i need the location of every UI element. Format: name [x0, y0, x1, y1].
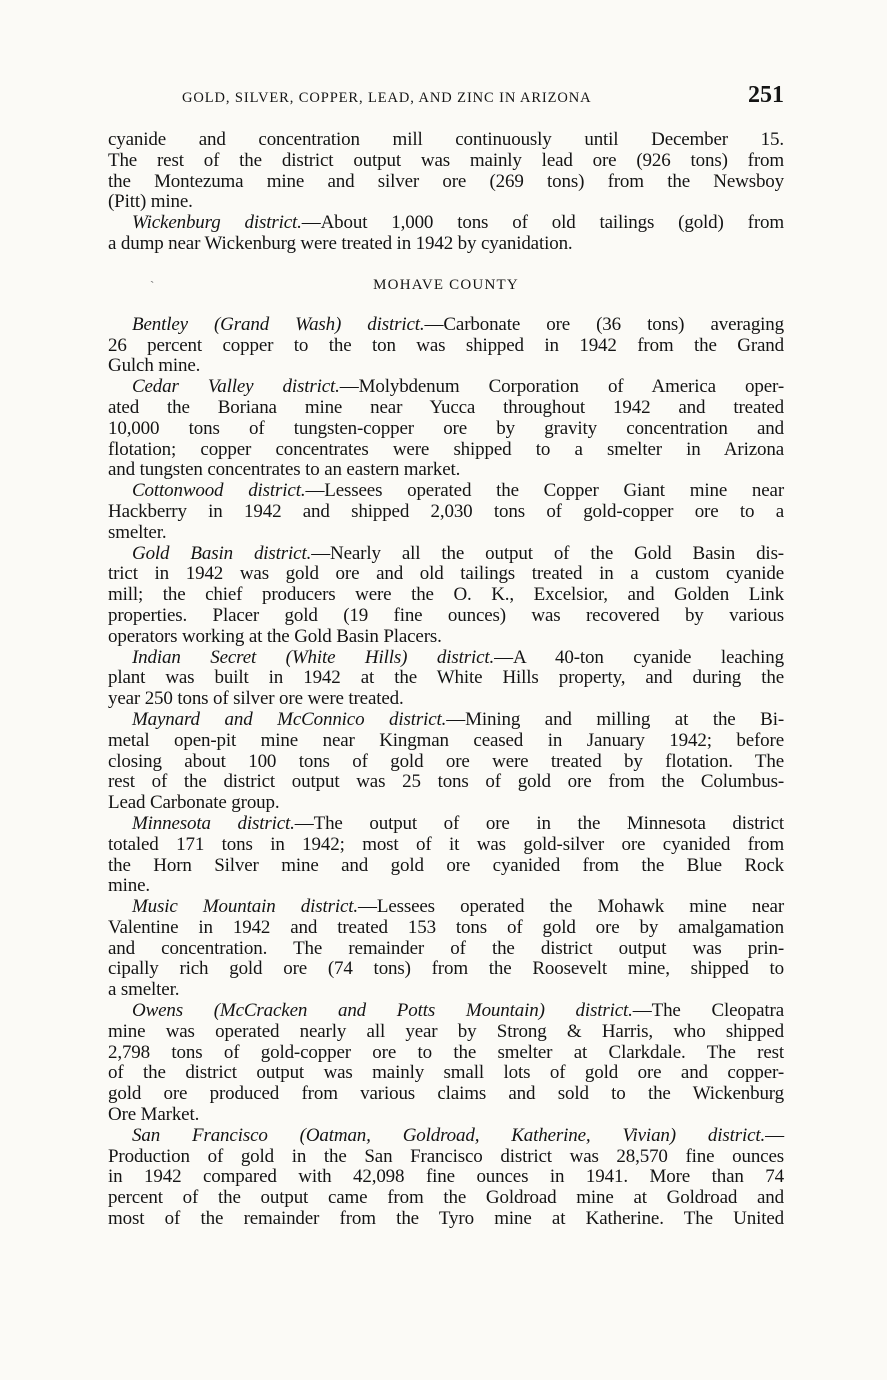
text-line: totaled 171 tons in 1942; most of it was gold-silver ore cyanided from: [108, 833, 784, 855]
text-line: cipally rich gold ore (74 tons) from the Roosevelt mine, shipped to: [108, 958, 784, 980]
text-line: Valentine in 1942 and treated 153 tons of gold ore by amalgamation: [108, 916, 784, 938]
district-name: Maynard and McConnico district.: [132, 708, 447, 730]
district-name: Owens (McCracken and Potts Mountain) district.: [132, 1000, 633, 1022]
text-run: —The Cleopatra: [632, 1000, 785, 1022]
district-name: Cottonwood district.: [132, 480, 306, 502]
text-line: flotation; copper concentrates were shipped to a smelter in Arizona: [108, 438, 784, 460]
text-line: Gulch mine.: [108, 355, 201, 377]
running-head: GOLD, SILVER, COPPER, LEAD, AND ZINC IN ARIZONA: [182, 90, 592, 106]
text-line: gold ore produced from various claims and sold to the Wickenburg: [108, 1083, 784, 1105]
text-line: percent of the output came from the Goldroad mine at Goldroad and: [108, 1187, 784, 1209]
text-line: a smelter.: [108, 979, 180, 1001]
text-line: in 1942 compared with 42,098 fine ounces in 1941. More than 74: [108, 1166, 784, 1188]
text-run: —Mining and milling at the Bi-: [446, 708, 785, 730]
paragraph-start: [108, 648, 784, 669]
text-run: —A 40-ton cyanide leaching: [494, 646, 784, 668]
text-line: the Horn Silver mine and gold ore cyanided from the Blue Rock: [108, 854, 784, 876]
text-run: —Molybdenum Corporation of America oper-: [339, 376, 784, 398]
district-name: Bentley (Grand Wash) district.: [132, 313, 425, 335]
text-line: operators working at the Gold Basin Placers.: [108, 625, 442, 647]
text-line: closing about 100 tons of gold ore were treated by flotation. The: [108, 750, 784, 772]
district-name: Music Mountain district.: [132, 896, 359, 918]
paragraph-start: [108, 481, 784, 502]
paragraph-start: [108, 377, 784, 398]
text-line: Ore Market.: [108, 1104, 200, 1126]
text-line: trict in 1942 was gold ore and old tailings treated in a custom cyanide: [108, 563, 784, 585]
district-name: Cedar Valley district.: [132, 376, 340, 398]
body-text: [108, 130, 784, 1230]
text-line: Hackberry in 1942 and shipped 2,030 tons of gold-copper ore to a: [108, 500, 784, 522]
text-line: 2,798 tons of gold-copper ore to the smelter at Clarkdale. The rest: [108, 1041, 784, 1063]
text-line: the Montezuma mine and silver ore (269 tons) from the Newsboy: [108, 170, 784, 192]
text-line: Production of gold in the San Francisco district was 28,570 fine ounces: [108, 1145, 784, 1167]
district-name: Wickenburg district.: [132, 212, 302, 234]
page-number: 251: [748, 82, 784, 108]
text-line: mine.: [108, 875, 150, 897]
district-name: Minnesota district.: [132, 812, 295, 834]
text-line: ated the Boriana mine near Yucca throughout 1942 and treated: [108, 396, 784, 418]
text-run: —Lessees operated the Copper Giant mine near: [305, 480, 784, 502]
text-line: cyanide and concentration mill continuously until December 15.: [108, 129, 784, 150]
text-line: mine was operated nearly all year by Strong & Harris, who shipped: [108, 1020, 784, 1042]
text-line: mill; the chief producers were the O. K., Excelsior, and Golden Link: [108, 584, 784, 606]
paragraph-start: [108, 897, 784, 918]
district-name: San Francisco (Oatman, Goldroad, Katherine, Vivian) district.: [132, 1124, 766, 1146]
text-line: Lead Carbonate group.: [108, 792, 280, 814]
paragraph-start: [108, 1001, 784, 1022]
text-line: plant was built in 1942 at the White Hills property, and during the: [108, 667, 784, 689]
scan-speck: ˋ: [150, 278, 155, 293]
text-line: and concentration. The remainder of the district output was prin-: [108, 937, 784, 959]
text-run: —: [765, 1124, 784, 1146]
text-line: The rest of the district output was mainly lead ore (926 tons) from: [108, 149, 784, 171]
paragraph-start: [108, 213, 784, 234]
text-line: 26 percent copper to the ton was shipped in 1942 from the Grand: [108, 334, 784, 356]
text-line: smelter.: [108, 521, 167, 543]
text-run: —Carbonate ore (36 tons) averaging: [424, 313, 785, 335]
paragraph-start: [108, 1126, 784, 1147]
text-run: —The output of ore in the Minnesota district: [294, 812, 784, 834]
district-name: Gold Basin district.: [132, 542, 312, 564]
text-line: and tungsten concentrates to an eastern market.: [108, 459, 461, 481]
text-run: —About 1,000 tons of old tailings (gold) from: [301, 212, 784, 234]
text-line: (Pitt) mine.: [108, 191, 193, 213]
section-heading: MOHAVE COUNTY: [373, 276, 519, 293]
page-header: [108, 82, 786, 112]
text-line: properties. Placer gold (19 fine ounces) was recovered by various: [108, 604, 784, 626]
text-line: metal open-pit mine near Kingman ceased in January 1942; before: [108, 729, 784, 751]
paragraph-start: [108, 544, 784, 565]
paragraph-start: [108, 814, 784, 835]
paragraph-start: [108, 710, 784, 731]
text-line: of the district output was mainly small lots of gold ore and copper-: [108, 1062, 784, 1084]
text-line: rest of the district output was 25 tons of gold ore from the Columbus-: [108, 771, 784, 793]
text-line: 10,000 tons of tungsten-copper ore by gravity concentration and: [108, 417, 784, 439]
text-run: —Nearly all the output of the Gold Basin dis-: [311, 542, 784, 564]
text-line: a dump near Wickenburg were treated in 1942 by cyanidation.: [108, 232, 573, 254]
text-run: —Lessees operated the Mohawk mine near: [358, 896, 784, 918]
paragraph-start: [108, 315, 784, 336]
district-name: Indian Secret (White Hills) district.: [132, 646, 495, 668]
text-line: most of the remainder from the Tyro mine at Katherine. The United: [108, 1208, 784, 1230]
text-line: year 250 tons of silver ore were treated.: [108, 688, 404, 710]
